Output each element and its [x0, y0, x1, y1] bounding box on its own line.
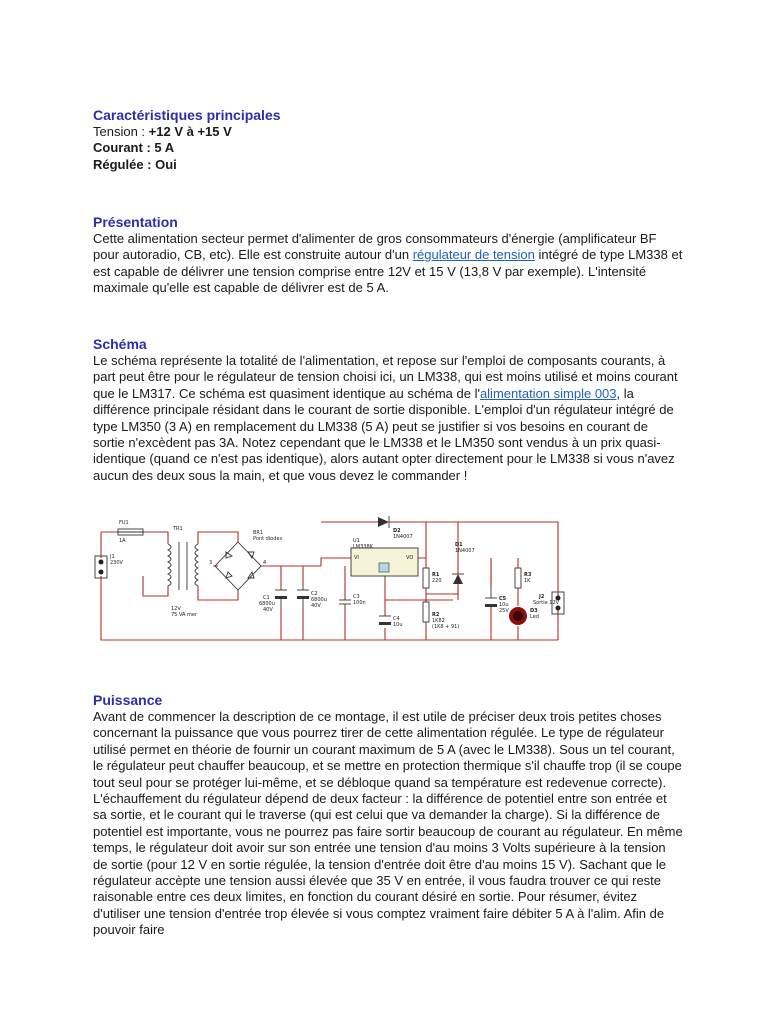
svg-text:VI: VI: [354, 555, 359, 561]
section-puissance: [93, 692, 683, 939]
svg-text:1K: 1K: [524, 578, 531, 584]
svg-text:10u: 10u: [499, 602, 509, 608]
fuse-fu1: [118, 520, 143, 544]
svg-text:1A: 1A: [119, 538, 126, 544]
svg-text:FU1: FU1: [119, 520, 129, 526]
svg-text:100n: 100n: [353, 600, 366, 606]
svg-text:D2: D2: [393, 528, 401, 534]
heading-schema: Schéma: [93, 336, 147, 352]
svg-text:12V: 12V: [171, 606, 181, 612]
svg-text:Led: Led: [530, 614, 539, 620]
svg-text:R2: R2: [432, 612, 440, 618]
resistor-r3: [515, 568, 532, 588]
svg-text:40V: 40V: [311, 603, 321, 609]
connector-j2: [533, 592, 564, 614]
schema-paragraph: Le schéma représente la totalité de l'alimentation, et repose sur l'emploi de composants courants, à part peut être pour le régulateur de tension choisi ici, un LM338, qui est moins utilisé et moins courant que le LM317. Ce schéma est quasiment identique au schéma de l'alimentation simple 003, la différence principale résidant dans le courant de sortie disponible. L'emploi d'un régulateur intégré de type LM350 (3 A) en remplacement du LM338 (5 A) peut se justifier si vos besoins en courant de sortie n'excèdent pas 3A. Notez cependant que le LM338 et le LM350 sont vendus à un prix quasi-identique (quand ce n'est pas identique), alors autant opter directement pour le LM338 si vous n'avez aucun des deux sous la main, et que vous devez le commander !: [93, 353, 678, 483]
section-presentation: [93, 214, 683, 297]
resistor-r2: [423, 602, 459, 630]
svg-text:C3: C3: [353, 594, 360, 600]
svg-text:75 VA mer: 75 VA mer: [171, 612, 198, 618]
connector-j1: [95, 554, 124, 578]
svg-text:(1K8 + 91): (1K8 + 91): [432, 624, 460, 630]
capacitor-c4: [379, 616, 403, 628]
capacitor-c1: [259, 585, 287, 613]
heading-presentation: Présentation: [93, 214, 178, 230]
svg-text:25V: 25V: [499, 608, 509, 614]
svg-text:230V: 230V: [110, 560, 123, 566]
diode-d2: [378, 516, 413, 540]
bridge-br1: [209, 530, 282, 590]
led-d3: [509, 607, 539, 625]
svg-text:U1: U1: [353, 538, 360, 544]
spec-courant: Courant : 5 A: [93, 140, 175, 156]
diode-d1: [452, 542, 475, 594]
capacitor-c2: [297, 585, 327, 609]
link-regulateur-de-tension[interactable]: régulateur de tension: [412, 247, 535, 263]
svg-text:D3: D3: [530, 608, 538, 614]
regulator-u1: [351, 538, 418, 580]
svg-text:6800u: 6800u: [311, 597, 327, 603]
transformer-tr1: [168, 526, 198, 618]
svg-text:C5: C5: [499, 596, 507, 602]
svg-text:Pont diodes: Pont diodes: [253, 536, 283, 542]
svg-text:D1: D1: [455, 542, 463, 548]
spec-tension: [93, 124, 281, 140]
svg-text:J2: J2: [539, 594, 545, 600]
capacitor-c3: [339, 594, 366, 610]
svg-text:220: 220: [432, 578, 442, 584]
svg-text:VO: VO: [406, 555, 414, 561]
svg-text:10u: 10u: [393, 622, 403, 628]
link-alimentation-simple-003[interactable]: alimentation simple 003: [479, 385, 617, 401]
svg-text:Sortie 12V: Sortie 12V: [533, 600, 560, 606]
heading-puissance: Puissance: [93, 692, 163, 708]
svg-text:BR1: BR1: [253, 530, 264, 536]
puissance-paragraph: Avant de commencer la description de ce montage, il est utile de préciser deux trois petites choses concernant la puissance que vous pourrez tirer de cette alimentation régulée. Le type de régulateur utilisé permet en théorie de fournir un courant maximum de 5 A (avec le LM338). Sous un tel courant, le régulateur peut chauffer beaucoup, et se mettre en protection thermique s'il chauffe trop (il se coupe tout seul pour se protéger lui-même, et se débloque quand sa température est redevenue correcte). L'échauffement du régulateur dépend de deux facteur : la différence de potentiel entre son entrée et sa sortie, et le courant qui le traverse (qui est celui que va demander la charge). Si la différence de potentiel est importante, vous ne pourrez pas faire sortir beaucoup de courant au régulateur. En même temps, le régulateur doit avoir sur son entrée une tension d'au moins 3 Volts supérieure à la tension de sortie (pour 12 V en sortie régulée, la tension d'entrée doit être d'au moins 15 V). Sachant que le régulateur accèpte une tension aussi élevée que 35 V en entrée, il vous faudra trouver ce qui reste raisonable entre ces deux limites, en fonction du courant désiré en sortie. Pour résumer, évitez d'utiliser une tension d'entrée trop élevée si vous comptez vraiment faire débiter 5 A à l'alim. Afin de pouvoir faire: [93, 709, 683, 938]
spec-regulee: Régulée : Oui: [93, 156, 177, 172]
svg-text:TR1: TR1: [173, 526, 183, 532]
svg-text:1K82: 1K82: [432, 618, 445, 624]
spec-tension-label: Tension :: [93, 124, 149, 139]
heading-caracteristiques: Caractéristiques principales: [93, 107, 281, 123]
circuit-schematic: [93, 512, 568, 650]
svg-text:40V: 40V: [263, 607, 273, 613]
section-caracteristiques: [93, 107, 281, 173]
svg-text:6800u: 6800u: [259, 601, 275, 607]
svg-text:4: 4: [263, 560, 267, 566]
svg-text:LM338K: LM338K: [353, 544, 373, 550]
svg-text:R1: R1: [432, 572, 440, 578]
capacitor-c5: [485, 558, 509, 614]
svg-text:1N4007: 1N4007: [393, 534, 413, 540]
svg-text:C1: C1: [263, 595, 270, 601]
svg-text:1N4007: 1N4007: [455, 548, 475, 554]
svg-text:C4: C4: [393, 616, 400, 622]
svg-text:3: 3: [209, 560, 213, 566]
svg-text:C2: C2: [311, 591, 318, 597]
svg-text:J1: J1: [110, 554, 115, 560]
section-schema: [93, 336, 683, 484]
resistor-r1: [423, 568, 442, 588]
svg-text:R3: R3: [524, 572, 532, 578]
presentation-paragraph: Cette alimentation secteur permet d'alimenter de gros consommateurs d'énergie (amplificateur BF pour autoradio, CB, etc). Elle est construite autour d'un régulateur de tension intégré de type LM338 et est capable de délivrer une tension comprise entre 12V et 15 V (13,8 V par exemple). L'intensité maximale qu'elle est capable de délivrer est de 5 A.: [93, 231, 683, 296]
spec-tension-value: +12 V à +15 V: [148, 124, 232, 139]
